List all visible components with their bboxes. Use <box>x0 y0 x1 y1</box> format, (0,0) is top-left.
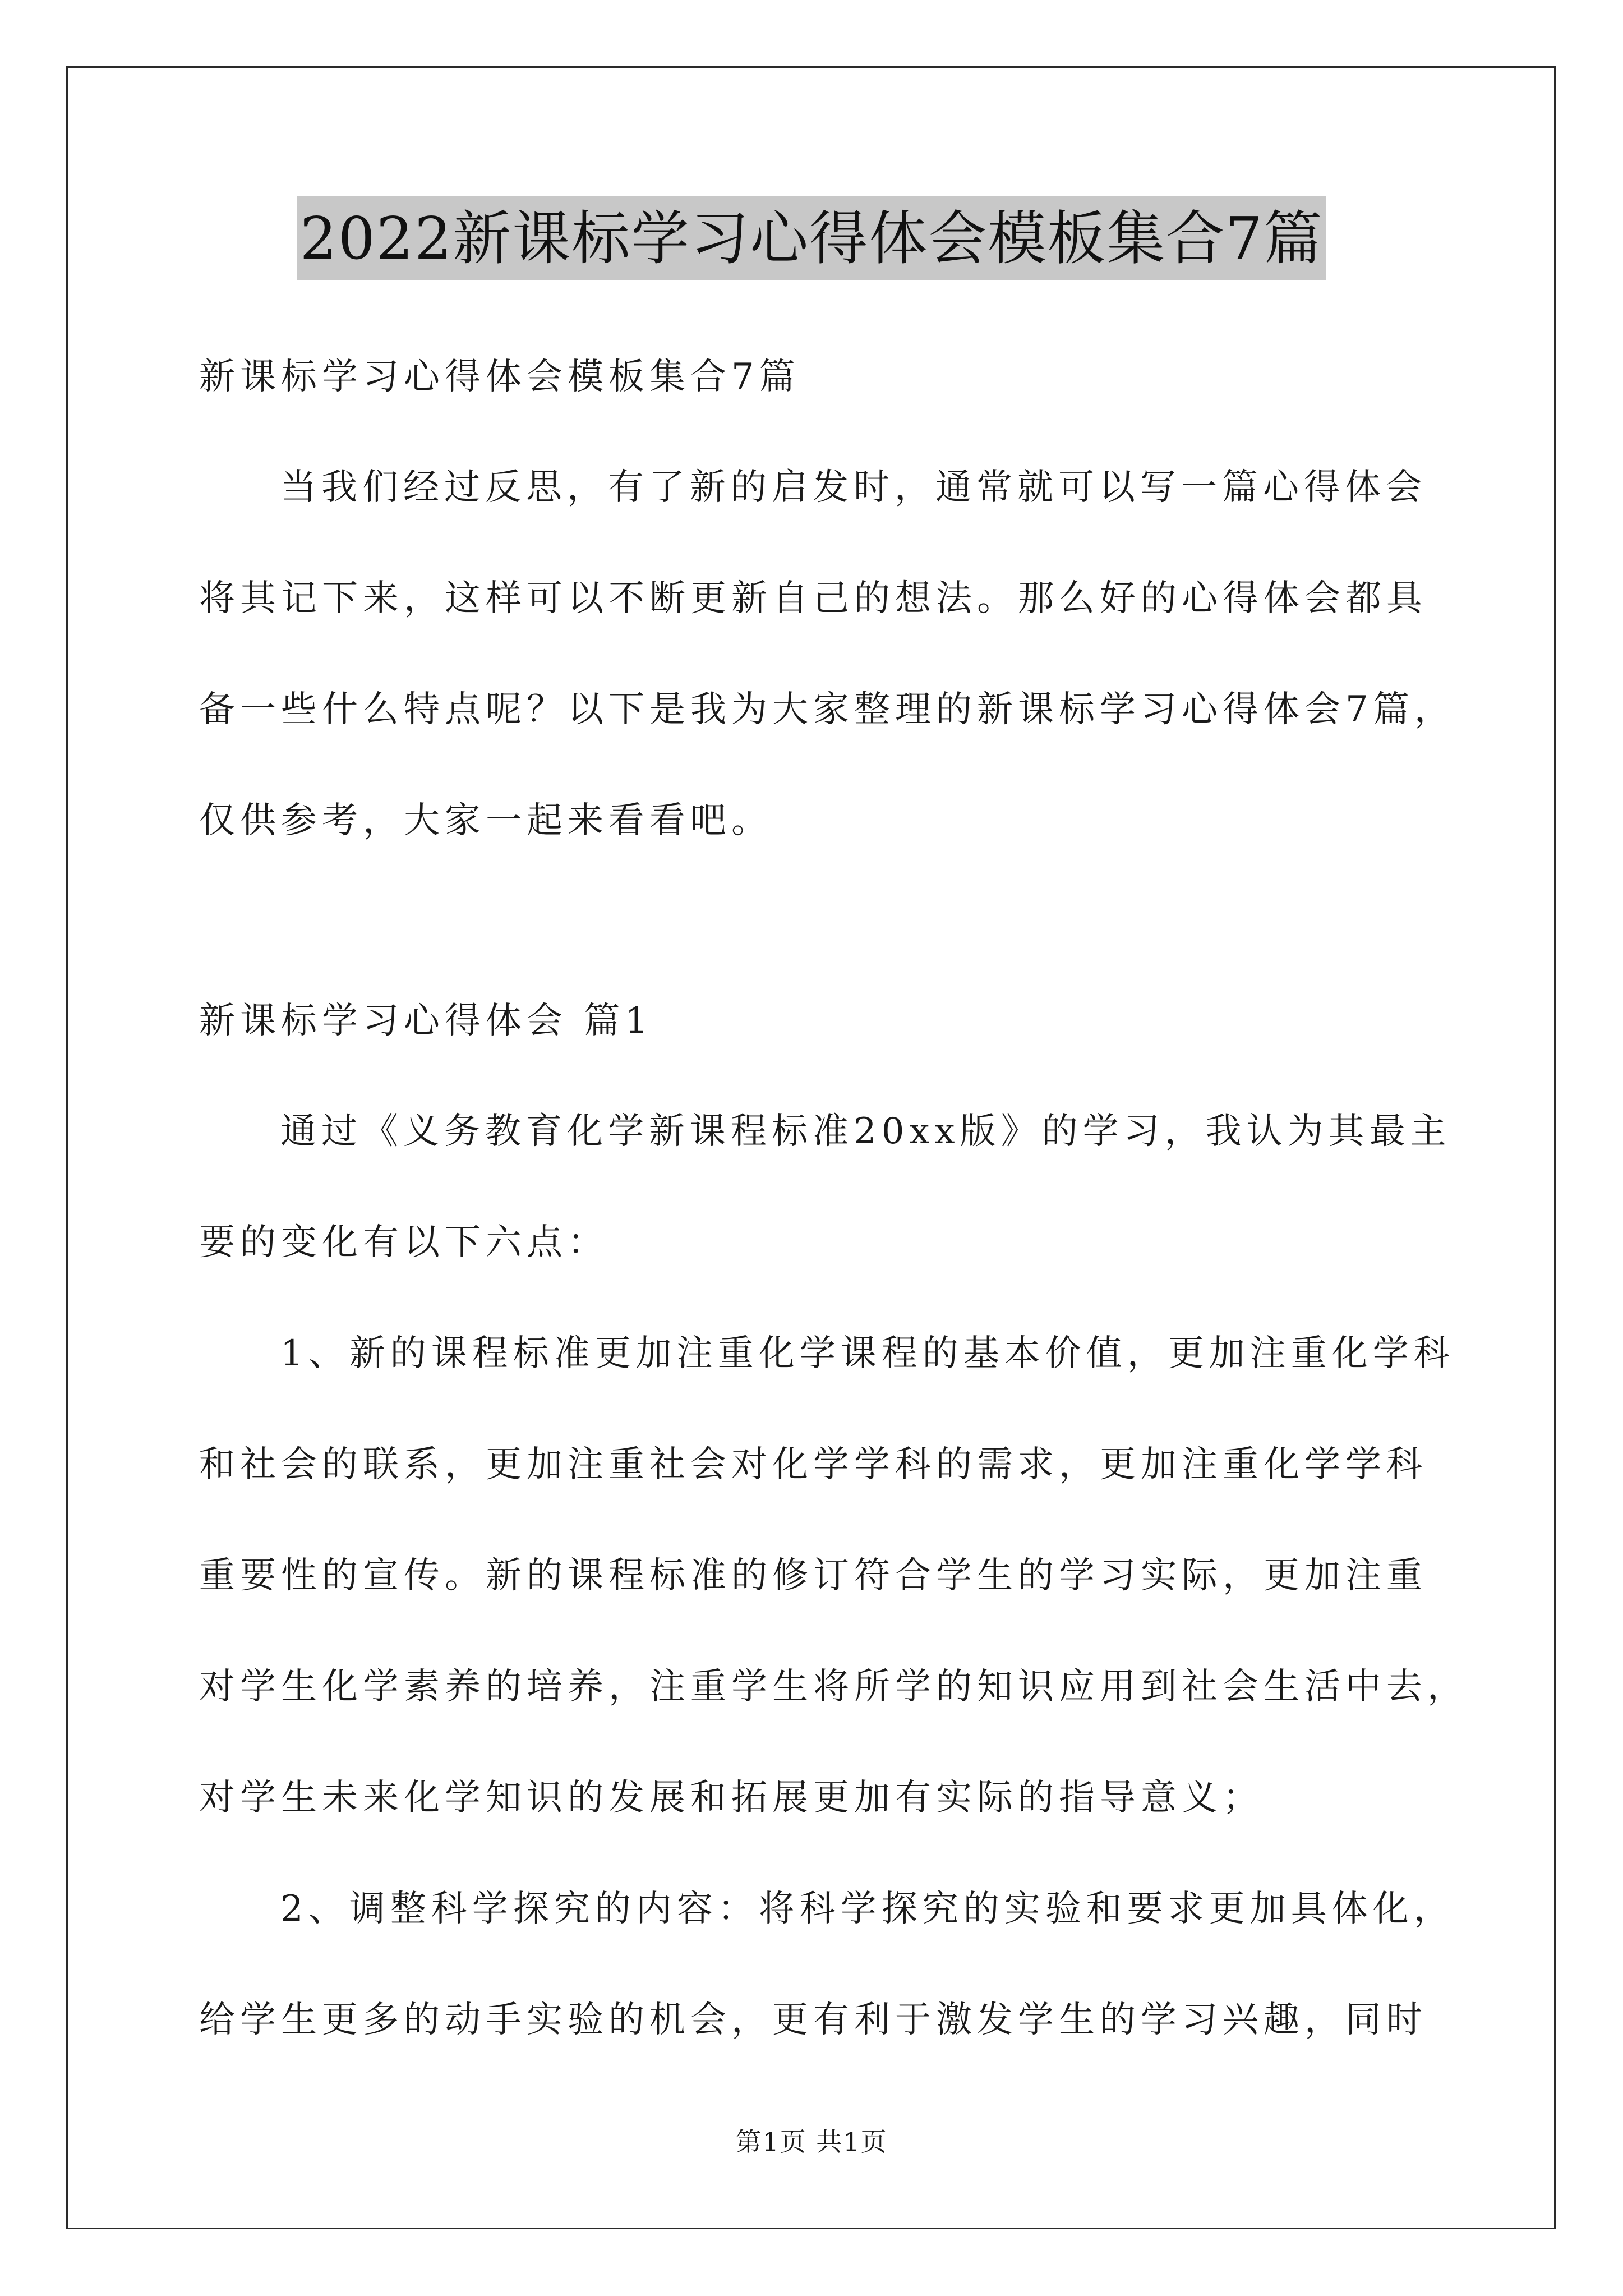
body-line-3: 1、新的课程标准更加注重化学课程的基本价值，更加注重化学科 <box>280 1333 1455 1374</box>
intro-line-2: 将其记下来，这样可以不断更新自己的想法。那么好的心得体会都具 <box>199 578 1427 619</box>
document-title: 2022新课标学习心得体会模板集合7篇 <box>297 196 1327 280</box>
section-heading: 新课标学习心得体会 篇1 <box>199 1000 653 1042</box>
title-container <box>0 196 1623 280</box>
intro-line-4: 仅供参考，大家一起来看看吧。 <box>199 800 772 841</box>
body-line-7: 对学生未来化学知识的发展和拓展更加有实际的指导意义； <box>199 1777 1264 1819</box>
intro-line-1: 当我们经过反思，有了新的启发时，通常就可以写一篇心得体会 <box>280 467 1427 508</box>
body-line-9: 给学生更多的动手实验的机会，更有利于激发学生的学习兴趣，同时 <box>199 1999 1427 2041</box>
body-line-8: 2、调整科学探究的内容：将科学探究的实验和要求更加具体化， <box>280 1888 1455 1930</box>
page-footer: 第1页 共1页 <box>735 2127 888 2157</box>
body-line-1: 通过《义务教育化学新课程标准20xx版》的学习，我认为其最主 <box>280 1111 1451 1152</box>
body-line-2: 要的变化有以下六点： <box>199 1222 608 1263</box>
body-line-6: 对学生化学素养的培养，注重学生将所学的知识应用到社会生活中去， <box>199 1666 1468 1708</box>
body-line-5: 重要性的宣传。新的课程标准的修订符合学生的学习实际，更加注重 <box>199 1555 1427 1596</box>
body-line-4: 和社会的联系，更加注重社会对化学学科的需求，更加注重化学学科 <box>199 1444 1427 1485</box>
intro-line-3: 备一些什么特点呢？以下是我为大家整理的新课标学习心得体会7篇， <box>199 689 1455 730</box>
document-subtitle: 新课标学习心得体会模板集合7篇 <box>199 356 800 398</box>
